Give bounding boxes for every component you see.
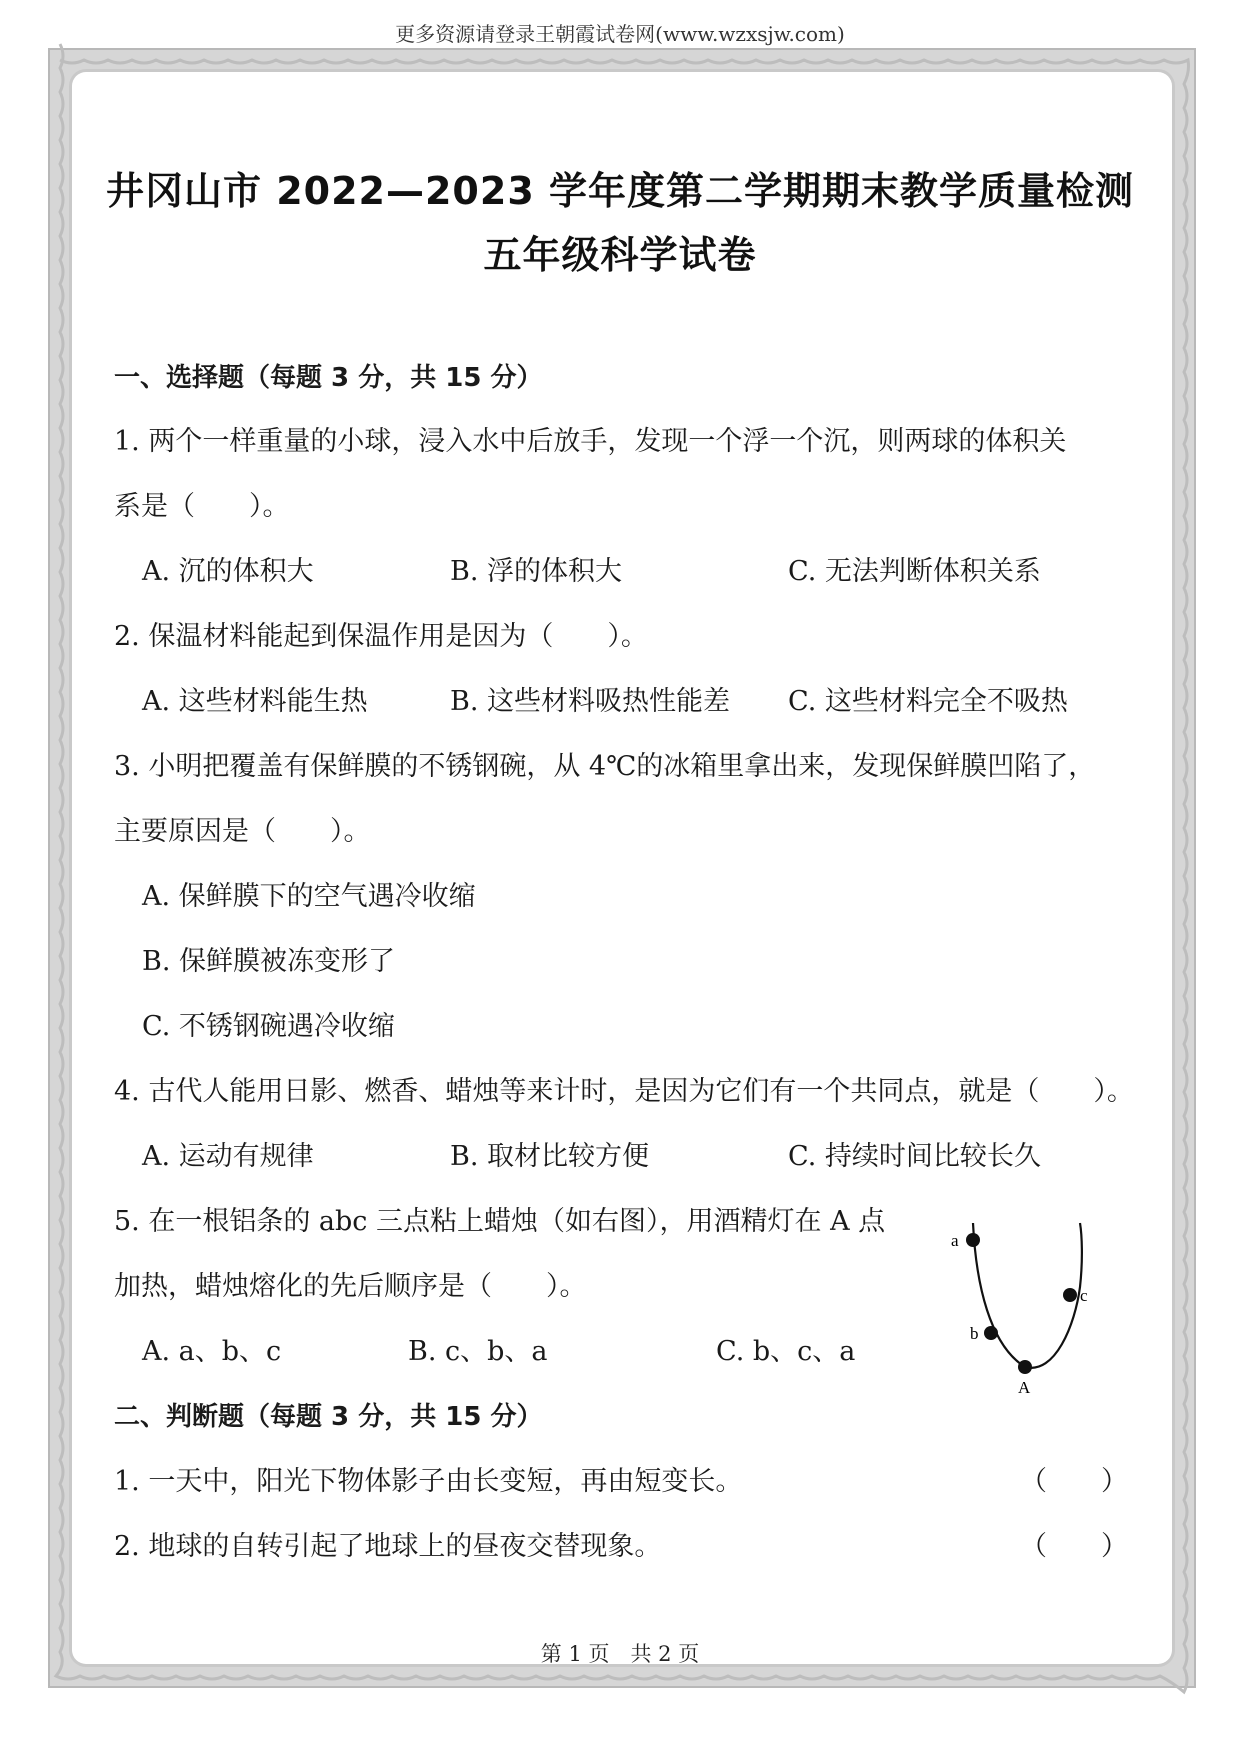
page-footer: 第 1 页 共 2 页 xyxy=(540,1642,700,1666)
label-b: b xyxy=(970,1324,979,1343)
q3-option-b: B. 保鲜膜被冻变形了 xyxy=(142,946,396,977)
q4-option-c: C. 持续时间比较长久 xyxy=(788,1141,1041,1172)
q1-option-b: B. 浮的体积大 xyxy=(450,556,623,587)
q4-option-b: B. 取材比较方便 xyxy=(450,1141,650,1172)
q4-option-a: A. 运动有规律 xyxy=(142,1141,314,1172)
candle-point-c xyxy=(1063,1288,1077,1302)
q5-option-b: B. c、b、a xyxy=(408,1336,548,1367)
exam-title-line2: 五年级科学试卷 xyxy=(483,233,757,277)
label-A: A xyxy=(1018,1378,1031,1397)
heating-point-A xyxy=(1018,1360,1032,1374)
exam-title-line1: 井冈山市 2022—2023 学年度第二学期期末教学质量检测 xyxy=(106,169,1134,213)
judge-item-1: 1. 一天中，阳光下物体影子由长变短，再由短变长。 xyxy=(114,1466,743,1497)
candle-point-a xyxy=(966,1233,980,1247)
judge-item-2: 2. 地球的自转引起了地球上的昼夜交替现象。 xyxy=(114,1531,662,1562)
q3-option-c: C. 不锈钢碗遇冷收缩 xyxy=(142,1011,395,1042)
q3-line1: 3. 小明把覆盖有保鲜膜的不锈钢碗，从 4℃的冰箱里拿出来，发现保鲜膜凹陷了， xyxy=(114,751,1096,782)
q5-line2: 加热，蜡烛熔化的先后顺序是（ ）。 xyxy=(114,1271,587,1302)
candle-point-b xyxy=(984,1326,998,1340)
q3-line2: 主要原因是（ ）。 xyxy=(114,816,371,847)
section2-heading: 二、判断题（每题 3 分，共 15 分） xyxy=(114,1402,543,1432)
header-note: 更多资源请登录王朝霞试卷网(www.wzxsjw.com) xyxy=(395,22,845,46)
q5-option-a: A. a、b、c xyxy=(142,1336,282,1367)
q2-option-b: B. 这些材料吸热性能差 xyxy=(450,686,731,717)
q2-line1: 2. 保温材料能起到保温作用是因为（ ）。 xyxy=(114,621,648,652)
q1-line2: 系是（ ）。 xyxy=(114,491,290,522)
q1-line1: 1. 两个一样重量的小球，浸入水中后放手，发现一个浮一个沉，则两球的体积关 xyxy=(114,426,1067,457)
label-a: a xyxy=(951,1231,959,1250)
q1-option-a: A. 沉的体积大 xyxy=(142,556,314,587)
label-c: c xyxy=(1080,1286,1088,1305)
q5-option-c: C. b、c、a xyxy=(716,1336,856,1367)
judge-item-1-paren[interactable]: （ ） xyxy=(1020,1466,1128,1497)
q2-option-c: C. 这些材料完全不吸热 xyxy=(788,686,1068,717)
q2-option-a: A. 这些材料能生热 xyxy=(142,686,368,717)
q4-line1: 4. 古代人能用日影、燃香、蜡烛等来计时，是因为它们有一个共同点，就是（ ）。 xyxy=(114,1076,1134,1107)
judge-item-2-paren[interactable]: （ ） xyxy=(1020,1531,1128,1562)
q1-option-c: C. 无法判断体积关系 xyxy=(788,556,1041,587)
q3-option-a: A. 保鲜膜下的空气遇冷收缩 xyxy=(142,881,476,912)
aluminum-strip-figure xyxy=(940,1215,1110,1405)
section1-heading: 一、选择题（每题 3 分，共 15 分） xyxy=(114,363,543,393)
q5-line1: 5. 在一根铝条的 abc 三点粘上蜡烛（如右图），用酒精灯在 A 点 xyxy=(114,1206,886,1237)
